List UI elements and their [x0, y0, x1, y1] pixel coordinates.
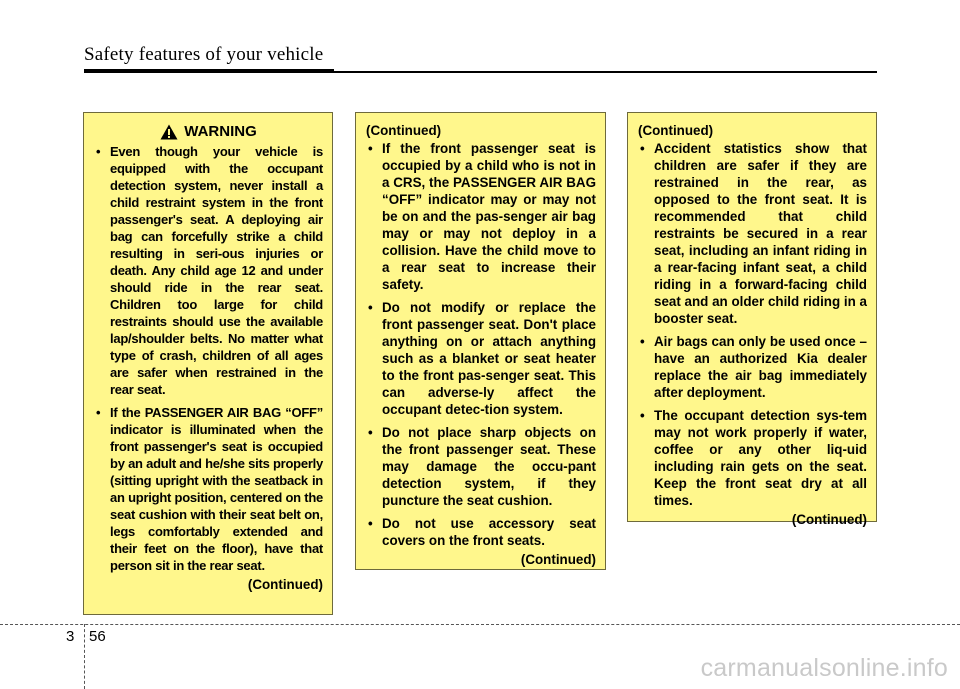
warning-heading-label: WARNING — [184, 123, 257, 140]
warning-list-2 — [366, 140, 596, 549]
warning-heading — [94, 122, 323, 140]
header-rule-thin — [84, 71, 877, 73]
list-item: • Do not place sharp objects on the front passenger seat. These may damage the occu-pant detection system, if they puncture the seat cushion. — [366, 424, 596, 509]
list-item: • The occupant detection sys-tem may not work properly if water, coffee or any other liq-uid including rain gets on the seat. Keep the front seat dry at all times. — [638, 407, 867, 509]
continued-box-3 — [627, 112, 877, 527]
list-item: • Do not use accessory seat covers on the front seats. — [366, 515, 596, 549]
warning-triangle-icon — [160, 124, 178, 140]
continued-footer: (Continued) — [520, 552, 596, 567]
list-item: • Do not modify or replace the front passenger seat. Don't place anything on or attach anything such as a blanket or seat heater to the front pas-senger seat. This can adverse-ly affect the occupant detec-tion system. — [366, 299, 596, 418]
list-item: • If the front passenger seat is occupied by a child who is not in a CRS, the PASSENGER AIR BAG “OFF” indicator may or may not be on and the pas-senger air bag may or may not deploy in a collision. Have the child move to a rear seat to increase their safety. — [366, 140, 596, 293]
footer-divider — [0, 624, 960, 625]
watermark-text: carmanualsonline.info — [700, 654, 948, 682]
continued-heading: (Continued) — [366, 123, 442, 138]
continued-footer: (Continued) — [247, 577, 323, 592]
list-item: • If the PASSENGER AIR BAG “OFF” indicator is illuminated when the front passenger's seat is occupied by an adult and he/she sits properly (sitting upright with the seatback in an upright position, centered on the seat cushion with their seat belt on, legs comfortably extended and their feet on the floor), have that person sit in the rear seat. — [94, 404, 323, 574]
continued-box-2 — [355, 112, 606, 570]
header-title: Safety features of your vehicle — [84, 44, 324, 65]
list-item: • Air bags can only be used once – have an authorized Kia dealer replace the air bag immediately after deployment. — [638, 333, 867, 401]
warning-list-3 — [638, 140, 867, 509]
footer-vertical-divider — [84, 624, 85, 689]
chapter-number: 3 — [66, 628, 75, 645]
continued-footer: (Continued) — [791, 512, 867, 527]
list-item: • Even though your vehicle is equipped with the occupant detection system, never install a child restraint system in the front passenger's seat. A deploying air bag can forcefully strike a child resulting in seri-ous injuries or death. Any child age 12 and under should ride in the rear seat. Children too large for child restraints should use the available lap/shoulder belts. No matter what type of crash, children of all ages are safer when restrained in the rear seat. — [94, 143, 323, 398]
continued-heading: (Continued) — [638, 123, 714, 138]
list-item: • Accident statistics show that children are safer if they are restrained in the rear, as opposed to the front seat. It is recommended that child restraints be secured in a rear seat, including an infant riding in a rear-facing infant seat, a child riding in a forward-facing child seat and an older child riding in a booster seat. — [638, 140, 867, 327]
warning-list-1 — [94, 143, 323, 574]
warning-box — [83, 112, 333, 615]
page-number: 56 — [89, 628, 106, 645]
